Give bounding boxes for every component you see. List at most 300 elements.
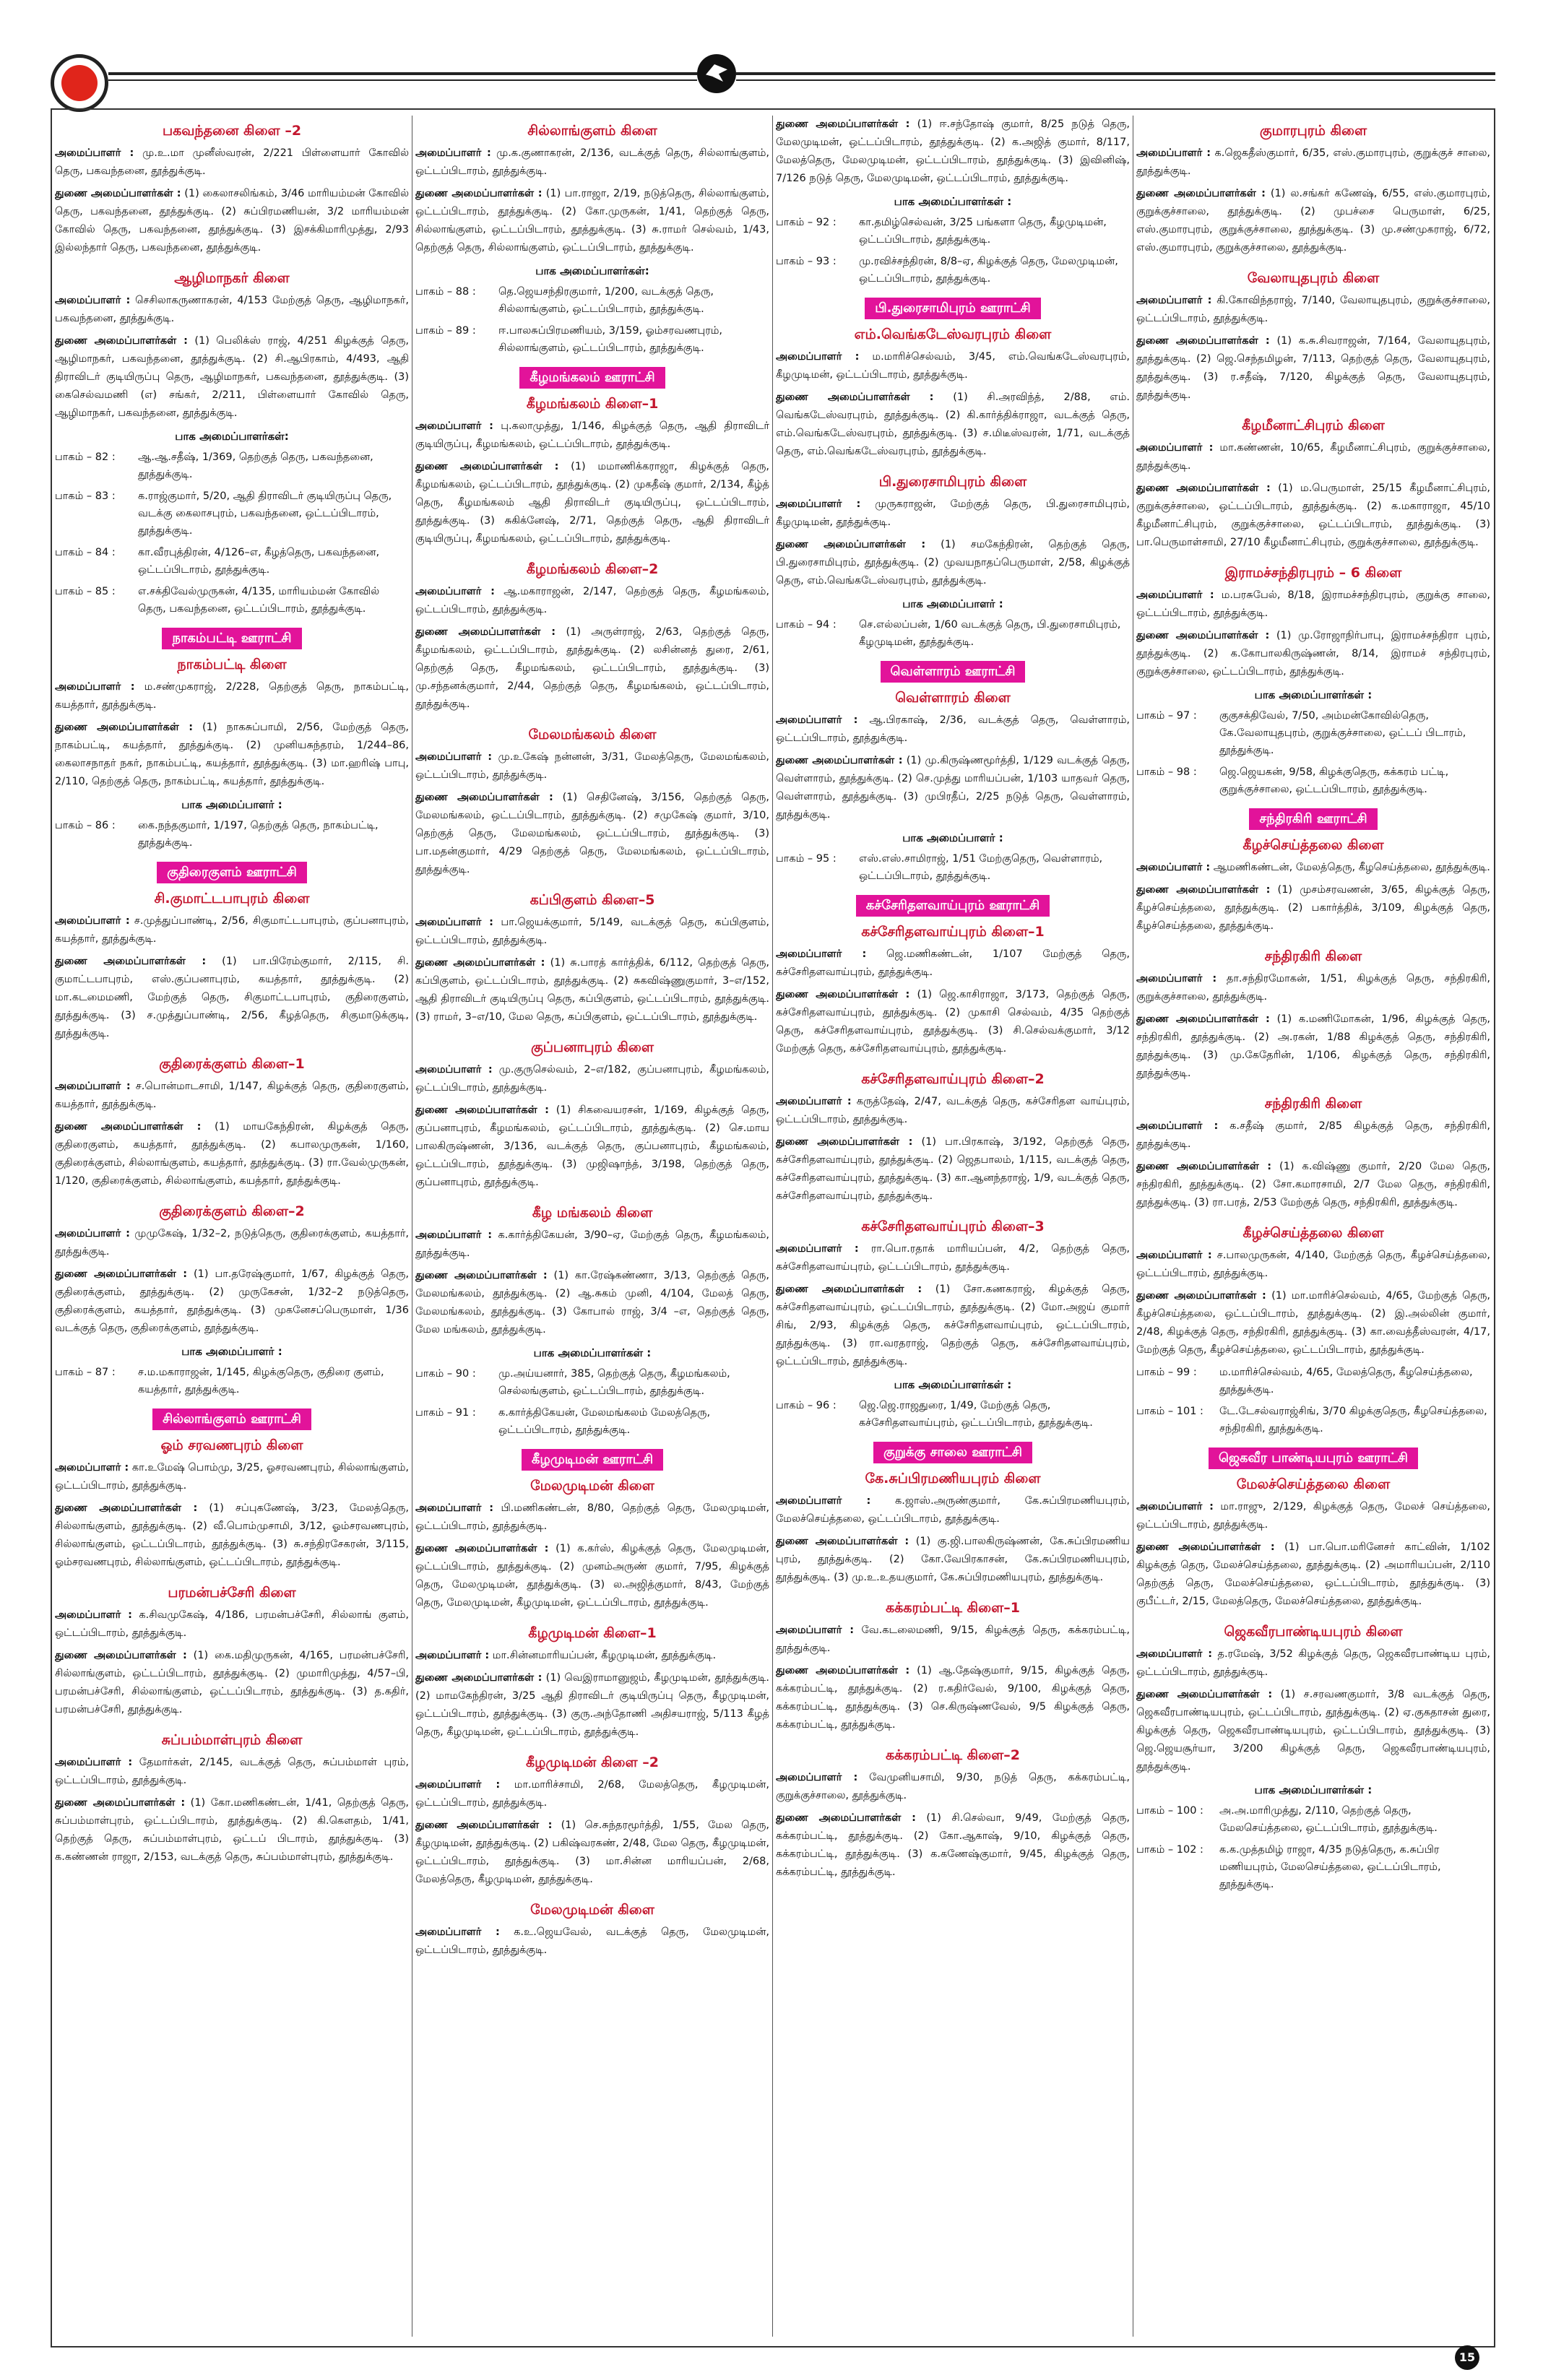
role-label: அமைப்பாளர் : [55,915,130,927]
branch-section [1136,945,1490,1083]
branch-section [415,120,769,357]
role-label: துணை அமைப்பாளர்கள் : [55,1268,188,1280]
member-details: (1) ஜெ.காசிராஜா, 3/173, தெற்குத் தெரு, கச்சேரிதளவாய்புரம், தூத்துக்குடி. (2) முகாசி செல்வம், 4/35 தெற்குத் தெரு, கச்சேரிதளவாய்புரம், தூத்துக்குடி. (3) சி.செல்வக்குமார், 3/12 மேற்குத் தெரு, கச்சேரிதளவாய்புரம், தூத்துக்குடி. [776,989,1130,1055]
branch-heading: பகவந்தனை கிளை –2 [162,123,302,139]
role-label: அமைப்பாளர் : [776,1495,871,1507]
member-details: மு.உ.மா முனீஸ்வரன், 2/221 பிள்ளையார் கோவில் தெரு, பகவந்தனை, தூத்துக்குடி. [55,147,409,177]
header-rule-right-2 [736,79,1495,81]
branch-section [1136,808,1490,935]
branch-section [1136,120,1490,257]
booth-number: பாகம் – 101 : [1136,1406,1203,1417]
member-details: (1) மு.ரோஜாநிர்பாபு, இராமச்சந்திரா புரம், தூத்துக்குடி. (2) க.கோபாலகிருஷ்ணன், 8/14, இராமச் சந்திரபுரம், குறுக்குச்சாலை, ஒட்டப்பிடாரம், தூத்துக்குடி. [1136,630,1490,678]
booth-number: பாகம் – 87 : [55,1367,116,1378]
booth-number: பாகம் – 92 : [776,217,837,228]
member-details: மு.குருசெல்வம், 2–எ/182, குப்பனாபுரம், கீழமங்கலம், ஒட்டப்பிடாரம், தூத்துக்குடி. [415,1064,769,1094]
member-paragraph [415,1669,769,1741]
booth-number: பாகம் – 96 : [776,1400,837,1411]
branch-section [1136,562,1490,798]
member-details: பு.கலாமுத்து, 1/146, கிழக்குத் தெரு, ஆதி திராவிடர் குடியிருப்பு, கீழமங்கலம், ஒட்டப்பிடாரம், தூத்துக்குடி. [415,420,769,450]
member-details: (1) சு.பாரத் கார்த்திக், 6/112, தெற்குத் தெரு, கப்பிகுளம், ஒட்டப்பிடாரம், தூத்துக்குடி. (2) சுகவிஷ்ணுகுமார், 3–எ/152, ஆதி திராவிடர் குடியிருப்பு தெரு, கப்பிகுளம், ஒட்டப்பிடாரம், தூத்துக்குடி. (3) ராமர், 3–எ/10, மேல தெரு, கப்பிகுளம், ஒட்டப்பிடாரம், தூத்துக்குடி. [415,957,769,1023]
member-paragraph [55,1265,409,1338]
member-details: ஆ.மகாராஜன், 2/147, தெற்குத் தெரு, கீழமங்கலம், ஒட்டப்பிடாரம், தூத்துக்குடி. [415,586,769,615]
member-details: (1) சப்புகணேஷ், 3/23, மேலத்தெரு, சில்லாங்குளம், தூத்துக்குடி. (2) வீ.பொம்முசாமி, 3/12, ஓம்சரவணபுரம், சில்லாங்குளம், ஒட்டப்பிடாரம், தூத்துக்குடி. (3) சு.சந்திரசேகரன், 3/115, ஓம்சரவணபுரம், சில்லாங்குளம், ஒட்டப்பிடாரம், தூத்துக்குடி. [55,1502,409,1568]
branch-heading: கச்சேரிதளவாய்புரம் கிளை–1 [861,924,1045,940]
booth-row [1136,1364,1490,1398]
role-label: அமைப்பாளர் : [55,147,134,159]
branch-heading: கச்சேரிதளவாய்புரம் கிளை–2 [861,1071,1045,1087]
booth-number: பாகம் – 82 : [55,451,116,463]
booth-row [1136,1802,1490,1837]
branch-heading: சந்திரகிரி கிளை [1264,948,1362,964]
booth-row [776,253,1130,287]
member-details: ஆமணிகண்டன், மேலத்தெரு, கீழசெய்த்தலை, தூத்துக்குடி. [1210,862,1490,873]
panchayat-banner: ஜெகவீர பாண்டியபுரம் ஊராட்சி [1209,1448,1418,1469]
member-paragraph [776,389,1130,461]
member-details: கா.உமேஷ் பொம்மு, 3/25, ஓசரவணபுரம், சில்லாங்குளம், ஒட்டப்பிடாரம், தூத்துக்குடி. [55,1462,409,1492]
member-paragraph [415,954,769,1026]
member-paragraph [55,1118,409,1190]
column-divider [772,116,773,2337]
booth-row [55,1364,409,1398]
member-details: (1) சோ.கணகராஜ், கிழக்குத் தெரு, கச்சேரிதளவாய்புரம், ஒட்டப்பிடாரம், தூத்துக்குடி. (2) மோ.அஜய் குமார் சிங், 2/93, கிழக்குத் தெரு, கச்சேரிதளவாய்புரம், ஒட்டப்பிடாரம், தூத்துக்குடி. (3) ரா.வரதராஜ், தெற்குத் தெரு, கச்சேரிதளவாய்புரம், ஒட்டப்பிடாரம், தூத்துக்குடி. [776,1284,1130,1367]
branch-heading: பரமன்பச்சேரி கிளை [168,1585,296,1601]
member-paragraph [415,1267,769,1339]
role-label: அமைப்பாளர் : [776,714,858,726]
role-label: அமைப்பாளர் : [776,1096,852,1107]
booth-row [415,322,769,357]
booth-number: பாகம் – 100 : [1136,1805,1203,1817]
booth-number: பாகம் – 89 : [415,325,476,337]
booth-member: கா.வீரபுத்திரன், 4/126–எ, கீழத்தெரு, பகவந்தனை, ஒட்டப்பிடாரம், தூத்துக்குடி. [138,547,380,576]
member-paragraph [415,623,769,714]
booth-member: எ.சக்திவேல்முருகன், 4/135, மாரியம்மன் கோவில் தெரு, பகவந்தனை, ஒட்டப்பிடாரம், தூத்துக்குடி. [138,586,380,615]
booth-row [55,817,409,852]
booth-member: க.க.முத்தமிழ் ராஜா, 4/35 நடுத்தெரு, க.சுப்பிர மணியபுரம், மேலசெய்த்தலை, ஒட்டப்பிடாரம், தூத்துக்குடி. [1219,1844,1441,1890]
branch-heading: கக்கரம்பட்டி கிளை–1 [886,1600,1020,1616]
branch-section [55,120,409,257]
member-paragraph [776,1769,1130,1805]
member-details: (1) பா.ராஜா, 2/19, நடுத்தெரு, சில்லாங்குளம், ஒட்டப்பிடாரம், தூத்துக்குடி. (2) கோ.முருகன், 1/41, தெற்குத் தெரு, சில்லாங்குளம், ஒட்டப்பிடாரம், தூத்துக்குடி. (3) சு.ராமர் செல்வம், 1/43, தெற்குத் தெரு, சில்லாங்குளம், ஒட்டப்பிடாரம், தூத்துக்குடி. [415,188,769,254]
member-details: (1) சி.செல்வா, 9/49, மேற்குத் தெரு, கக்கரம்பட்டி, தூத்துக்குடி. (2) கோ.ஆகாஷ், 9/10, கிழக்குத் தெரு, கக்கரம்பட்டி, தூத்துக்குடி. (3) க.கணேஷ்குமார், 9/45, கிழக்குத் தெரு, கக்கரம்பட்டி, தூத்துக்குடி. [776,1812,1130,1878]
role-label: அமைப்பாளர் : [55,681,135,693]
booth-number: பாகம் – 99 : [1136,1367,1197,1378]
page-number: 15 [1455,2345,1479,2370]
member-details: (1) க.கர்ஸ், கிழக்குத் தெரு, மேலமுடிமன், ஒட்டப்பிடாரம், தூத்துக்குடி. (2) முனம்அருண் குமார், 7/95, கிழக்குத் தெரு, மேலமுடிமன், தூத்துக்குடி. (3) ல.அஜித்குமார், 8/43, மேற்குத் தெரு, மேலமுடிமன், கீழமுடிமன், ஒட்டப்பிடாரம், தூத்துக்குடி. [415,1543,769,1609]
member-paragraph [55,1500,409,1572]
role-label: துணை அமைப்பாளர்கள் : [776,391,934,403]
member-details: ச.பாலமுருகன், 4/140, மேற்குத் தெரு, கீழச்செய்த்தலை, ஒட்டப்பிடாரம், தூத்துக்குடி. [1136,1250,1490,1279]
booth-member: மு.ரவிச்சந்திரன், 8/8–ஏ, கிழக்குத் தெரு, மேலமுடிமன், ஒட்டப்பிடாரம், தூத்துக்குடி. [859,256,1118,285]
role-label: துணை அமைப்பாளர்கள் : [55,722,194,733]
member-details: ம.பரசுபேல், 8/18, இராமச்சந்திரபுரம், குறுக்கு சாலை, ஒட்டப்பிடாரம், தூத்துக்குடி. [1136,589,1490,619]
booth-number: பாகம் – 84 : [55,547,116,558]
booth-member: க.ராஜ்குமார், 5/20, ஆதி திராவிடர் குடியிருப்பு தெரு, வடக்கு கைலாசபுரம், பகவந்தனை, ஒட்டப்பிடாரம், தூத்துக்குடி. [138,490,392,537]
booth-row [776,616,1130,651]
member-details: வே.கடலைமணி, 9/15, கிழக்குத் தெரு, கக்கரம்பட்டி, தூத்துக்குடி. [776,1624,1130,1654]
branch-heading: மேலமுடிமன் கிளை [530,1902,654,1918]
branch-heading: கப்பிகுளம் கிளை–5 [530,892,655,908]
panchayat-banner: கச்சேரிதளவாய்புரம் ஊராட்சி [856,895,1050,917]
booth-number: பாகம் – 88 : [415,286,476,298]
member-paragraph [55,1647,409,1719]
member-paragraph [1136,1117,1490,1154]
member-paragraph [415,144,769,181]
role-label: துணை அமைப்பாளர்கள் : [55,188,181,199]
branch-section [415,1202,769,1439]
branch-heading: கீழமுடிமன் கிளை–1 [528,1625,657,1641]
booth-member: ஜெ.ஜெயகன், 9/58, கிழக்குதெரு, கக்கரம் பட்டி, குறுக்குச்சாலை, ஒட்டப்பிடாரம், தூத்துக்குடி. [1219,766,1449,795]
member-details: கி.கோவிந்தராஜ், 7/140, வேலாயுதபுரம், குறுக்குச்சாலை, ஒட்டப்பிடாரம், தூத்துக்குடி. [1136,295,1490,324]
booth-subheading: பாக அமைப்பாளர்கள் : [533,1346,652,1359]
member-details: (1) கை.மதிமுருகன், 4/165, பரமன்பச்சேரி, சில்லாங்குளம், ஒட்டப்பிடாரம், தூத்துக்குடி. (2) முமாரிமுத்து, 4/57–பி, பரமன்பச்சேரி, சில்லாங்குளம், ஒட்டப்பிடாரம், தூத்துக்குடி. (3) த.கதிர், பரமன்பச்சேரி, தூத்துக்குடி. [55,1650,409,1715]
column-4 [1136,116,1490,2337]
member-paragraph [1136,1158,1490,1212]
role-label: துணை அமைப்பாளர்கள் : [776,1665,910,1676]
branch-heading: சி.குமாட்டபாபுரம் கிளை [154,891,310,906]
branch-heading: எம்.வெங்கடேஸ்வரபுரம் கிளை [854,326,1052,342]
member-paragraph [55,1794,409,1866]
booth-number: பாகம் – 98 : [1136,766,1197,778]
booth-subheading: பாக அமைப்பாளர் : [181,1345,282,1358]
member-paragraph [415,789,769,879]
member-paragraph [415,748,769,784]
panchayat-banner: பி.துரைசாமிபுரம் ஊராட்சி [865,298,1041,319]
branch-heading: கீழமுடிமன் கிளை –2 [525,1754,660,1770]
member-paragraph [55,1078,409,1114]
column-2 [415,116,769,2337]
member-details: ச.முத்துப்பாண்டி, 2/56, சிகுமாட்டபாபுரம், குப்பனாபுரம், கயத்தார், தூத்துக்குடி. [55,915,409,945]
booth-number: பாகம் – 90 : [415,1368,476,1380]
booth-number: பாகம் – 83 : [55,490,116,502]
booth-number: பாகம் – 85 : [55,586,116,597]
role-label: துணை அமைப்பாளர்கள் : [415,461,559,472]
role-label: துணை அமைப்பாளர்கள் : [1136,188,1266,199]
member-details: மா.ராஜு, 2/129, கிழக்குத் தெரு, மேலச் செய்த்தலை, ஒட்டப்பிடாரம், தூத்துக்குடி. [1136,1501,1490,1531]
branch-section [415,1899,769,1960]
role-label: அமைப்பாளர் : [55,1609,132,1621]
member-details: (1) சமகேந்திரன், தெற்குத் தெரு, பி.துரைசாமிபுரம், தூத்துக்குடி. (2) முவயநாதப்பெருமாள், 2/58, கிழக்குத் தெரு, எம்.வெங்கடேஸ்வரபுரம், தூத்துக்குடி. [776,539,1130,587]
booth-member: ஜெ.ஜெ.ராஜதுரை, 1/49, மேற்குத் தெரு, கச்சேரிதளவாய்புரம், ஒட்டப்பிடாரம், தூத்துக்குடி. [859,1400,1093,1429]
member-paragraph [1136,970,1490,1006]
branch-heading: கீழமங்கலம் கிளை–1 [526,396,659,412]
booth-member: தெ.ஜெயசந்திரகுமார், 1/200, வடக்குத் தெரு, சில்லாங்குளம், ஒட்டப்பிடாரம், தூத்துக்குடி. [498,286,714,315]
role-label: துணை அமைப்பாளர்கள் : [415,188,543,199]
role-label: அமைப்பாளர் : [415,420,493,432]
member-details: (1) பா.தரேஷ்குமார், 1/67, கிழக்குத் தெரு, குதிரைக்குளம், தூத்துக்குடி. (2) முருகேசன், 1/32–2 நடுத்தெரு, குதிரைக்குளம், கயத்தார், தூத்துக்குடி. (3) முகனேசப்பெருமாள், 1/36 வடக்குத் தெரு, குதிரைக்குளம், தூத்துக்குடி. [55,1268,409,1334]
branch-heading: மேலச்செய்த்தலை கிளை [1236,1476,1391,1492]
member-details: செசிலாகருணாகரன், 4/153 மேற்குத் தெரு, ஆழிமாநகர், பகவந்தனை, தூத்துக்குடி. [55,295,409,324]
branch-heading: கீழச்செய்த்தலை கிளை [1242,1225,1384,1241]
booth-member: ச.ம.மகாராஜன், 1/145, கிழக்குதெரு, குதிரை குளம், கயத்தார், தூத்துக்குடி. [138,1367,384,1395]
booth-number: பாகம் – 91 : [415,1407,476,1419]
member-paragraph [776,1281,1130,1371]
role-label: அமைப்பாளர் : [1136,862,1211,873]
panchayat-banner: சில்லாங்குளம் ஊராட்சி [152,1408,311,1430]
member-details: க.ஜாஸ்.அருண்குமார், கே.சுப்பிரமணியபுரம், மேலச்செய்த்தலை, ஒட்டப்பிடாரம், தூத்துக்குடி. [776,1495,1130,1525]
member-paragraph [776,1492,1130,1528]
booth-member: குகுசக்திவேல், 7/50, அம்மன்கோவில்தெரு, கே.வேலாயுதபுரம், குறுக்குச்சாலை, ஒட்டப் பிடாரம், தூத்துக்குடி. [1219,710,1466,756]
role-label: அமைப்பாளர் : [415,1926,500,1938]
member-details: மு.க.குணாகரன், 2/136, வடக்குத் தெரு, சில்லாங்குளம், ஒட்டப்பிடாரம், தூத்துக்குடி. [415,147,769,177]
branch-section [776,1442,1130,1587]
member-details: ஜெ.மணிகண்டன், 1/107 மேற்குத் தெரு, கச்சேரிதளவாய்புரம், தூத்துக்குடி. [776,948,1130,978]
branch-section [1136,1222,1490,1437]
booth-number: பாகம் – 93 : [776,256,837,267]
panchayat-banner: சந்திரகிரி ஊராட்சி [1249,808,1377,830]
branch-section [55,267,409,618]
header-rule-right [736,72,1495,75]
role-label: அமைப்பாளர் : [415,147,491,159]
member-paragraph [1136,1247,1490,1283]
branch-heading: கீழ மங்கலம் கிளை [532,1205,653,1221]
branch-heading: சில்லாங்குளம் கிளை [527,123,657,139]
member-details: (1) சி.அரவிந்த், 2/88, எம். வெங்கடேஸ்வரபுரம், தூத்துக்குடி. (2) கி.கார்த்திக்ராஜா, வடக்குத் தெரு, எம்.வெங்கடேஸ்வரபுரம், தூத்துக்குடி. (3) ச.மிடீஸ்வரன், 1/71, வடக்குத் தெரு, எம்.வெங்கடேஸ்வரபுரம், தூத்துக்குடி. [776,391,1130,457]
branch-heading: சுப்பம்மாள்புரம் கிளை [161,1732,303,1748]
booth-number: பாகம் – 95 : [776,853,837,865]
member-details: ம.மாரிச்செல்வம், 3/45, எம்.வெங்கடேஸ்வரபுரம், கீழமுடிமன், ஒட்டப்பிடாரம், தூத்துக்குடி. [776,351,1130,381]
branch-section [55,1582,409,1719]
booth-subheading: பாக அமைப்பாளர்கள் : [1254,1783,1373,1796]
booth-row [415,1404,769,1439]
member-paragraph [1136,144,1490,181]
booth-subheading: பாக அமைப்பாளர் : [902,597,1003,610]
role-label: துணை அமைப்பாளர்கள் : [776,118,910,130]
member-details: க.சிவமுகேஷ், 4/186, பரமன்பச்சேரி, சில்லாங் குளம், ஒட்டப்பிடாரம், தூத்துக்குடி. [55,1609,409,1639]
branch-heading: கச்சேரிதளவாய்புரம் கிளை–3 [861,1219,1045,1234]
member-paragraph [1136,1011,1490,1083]
member-details: (1) மமாணிக்கராஜா, கிழக்குத் தெரு, கீழமங்கலம், ஒட்டப்பிடாரம், தூத்துக்குடி. (2) முகதீஷ் குமார், 2/134, கீழ்த் தெரு, கீழமங்கலம் ஆதி திராவிடர் குடியிருப்பு, ஒட்டப்பிடாரம், தூத்துக்குடி. (3) சுகிக்னேஷ், 2/71, தெற்குத் தெரு, ஆதி திராவிடர் குடியிருப்பு, கீழமங்கலம், ஒட்டப்பிடாரம், தூத்துக்குடி. [415,461,769,545]
booth-member: டே.டேசல்வராஜ்சிங், 3/70 கிழக்குதெரு, கீழசெய்த்தலை, சந்திரகிரி, தூத்துக்குடி. [1219,1406,1487,1435]
member-details: (1) மா.மாரிச்செல்வம், 4/65, மேற்குத் தெரு, கீழச்செய்த்தலை, ஒட்டப்பிடாரம், தூத்துக்குடி. (2) இ.அல்லின் குமார், 2/48, கிழக்குத் தெரு, சந்திரகிரி, தூத்துக்குடி. (3) கா.வைத்தீஸ்வரன், 4/17, மேற்குத் தெரு, கீழச்செய்த்தலை, ஒட்டப்பிடாரம், தூத்துக்குடி. [1136,1290,1490,1356]
member-details: (1) பா.பொ.மரினேசர் காட்வின், 1/102 கிழக்குத் தெரு, மேலச்செய்த்தலை, தூத்துக்குடி. (2) அமாரியப்பன், 2/110 தெற்குத் தெரு, மேலச்செய்த்தலை, ஒட்டப்பிடாரம், தூத்துக்குடி. (3) குபீட்டர், 2/15, மேலத்தெரு, மேலச்செய்த்தலை, தூத்துக்குடி. [1136,1541,1490,1607]
member-details: (1) சிகவையரசன், 1/169, கிழக்குத் தெரு, குப்பனாபுரம், கீழமங்கலம், ஒட்டப்பிடாரம், தூத்துக்குடி. (2) செ.மாய பாலகிருஷ்ணன், 3/136, வடக்குத் தெரு, குப்பனாபுரம், கீழமங்கலம், ஒட்டப்பிடாரம், தூத்துக்குடி. (3) முஜிஷாந்த், 3/198, தெற்குத் தெரு, குப்பனாபுரம், தூத்துக்குடி. [415,1104,769,1188]
role-label: அமைப்பாளர் : [415,1064,493,1076]
member-details: (1) வெஇராமானுஜம், கீழமுடிமன், தூத்துக்குடி. (2) மாமகேந்திரன், 3/25 ஆதி திராவிடர் குடியிருப்பு தெரு, கீழமுடிமன், ஒட்டப்பிடாரம், தூத்துக்குடி. (3) குரு.அந்தோணி அதிசயராஜ், 5/113 கீழத் தெரு, கீழமுடிமன், ஒட்டப்பிடாரம், தூத்துக்குடி. [415,1672,769,1738]
role-label: துணை அமைப்பாளர்கள் : [415,1819,553,1831]
branch-heading: கக்கரம்பட்டி கிளை–2 [886,1747,1020,1763]
role-label: துணை அமைப்பாளர்கள் : [776,1284,922,1295]
member-details: ரா.பொ.ரதாக் மாரியப்பன், 4/2, தெற்குத் தெரு, கச்சேரிதளவாய்புரம், ஒட்டப்பிடாரம், தூத்துக்குடி. [776,1243,1130,1273]
role-label: அமைப்பாளர் : [1136,1648,1213,1660]
role-label: அமைப்பாளர் : [55,1462,129,1474]
booth-row [1136,1403,1490,1437]
booth-number: பாகம் – 102 : [1136,1844,1203,1856]
role-label: அமைப்பாளர் : [55,295,131,306]
branch-section [776,895,1130,1058]
header-rule-left-2 [108,79,697,81]
role-label: துணை அமைப்பாளர்கள் : [776,1136,913,1148]
panchayat-banner: குறுக்கு சாலை ஊராட்சி [873,1442,1032,1463]
member-details: மு.உகேஷ் நன்னன், 3/31, மேலத்தெரு, மேலமங்கலம், ஒட்டப்பிடாரம், தூத்துக்குடி. [415,751,769,781]
booth-member: க.கார்த்திகேயன், மேலமங்கலம் மேலத்தெரு, ஒட்டப்பிடாரம், தூத்துக்குடி. [498,1407,711,1436]
booth-member: ம.மாரிச்செல்வம், 4/65, மேலத்தெரு, கீழசெய்த்தலை, தூத்துக்குடி. [1219,1367,1473,1395]
member-paragraph [1136,1498,1490,1534]
branch-section [415,1622,769,1741]
member-paragraph [776,1093,1130,1129]
member-details: (1) பா.பிரகாஷ், 3/192, தெற்குத் தெரு, கச்சேரிதளவாய்புரம், தூத்துக்குடி. (2) ஜெதபாலம், 1/115, வடக்குத் தெரு, கச்சேரிதளவாய்புரம், தூத்துக்குடி. (3) கா.ஆனந்தராஜ், 1/9, வடக்குத் தெரு, கச்சேரிதளவாய்புரம், தூத்துக்குடி. [776,1136,1130,1202]
booth-row [55,449,409,483]
member-paragraph [1136,480,1490,552]
role-label: அமைப்பாளர் : [55,1757,133,1768]
role-label: அமைப்பாளர் : [1136,1501,1214,1513]
member-paragraph [1136,292,1490,328]
branch-section [55,1053,409,1190]
booth-row [776,214,1130,248]
branch-section [776,1068,1130,1206]
booth-subheading: பாக அமைப்பாளர்கள்: [535,264,649,277]
member-paragraph [1136,587,1490,623]
member-details: (1) க.மணிமோகன், 1/96, கிழக்குத் தெரு, சந்திரகிரி, தூத்துக்குடி. (2) அ.ரகன், 1/88 கிழக்குத் தெரு, சந்திரகிரி, தூத்துக்குடி. (3) மு.கேதேரின், 1/106, கிழக்குத் தெரு, சந்திரகிரி, தூத்துக்குடி. [1136,1013,1490,1079]
role-label: அமைப்பாளர் : [55,1228,130,1239]
role-label: துணை அமைப்பாளர்கள் : [1136,1161,1272,1172]
booth-subheading: பாக அமைப்பாளர் : [902,831,1003,844]
booth-member: கா.தமிழ்செல்வன், 3/25 பங்களா தெரு, கீழமுடிமன், ஒட்டப்பிடாரம், தூத்துக்குடி. [859,217,1107,246]
branch-heading: நாகம்பட்டி கிளை [177,657,287,672]
member-paragraph [415,914,769,950]
member-details: க.கார்த்திகேயன், 3/90–ஏ, மேற்குத் தெரு, கீழமங்கலம், தூத்துக்குடி. [415,1229,769,1259]
member-paragraph [1136,859,1490,877]
role-label: அமைப்பாளர் : [415,1779,501,1791]
branch-section [776,1597,1130,1734]
branch-section [415,1752,769,1889]
booth-row [415,283,769,318]
branch-section [415,724,769,879]
booth-subheading: பாக அமைப்பாளர் : [181,798,282,811]
member-paragraph [776,1533,1130,1587]
page-header [0,0,1543,108]
role-label: துணை அமைப்பாளர்கள் : [55,335,188,347]
branch-heading: சந்திரகிரி கிளை [1264,1096,1362,1112]
member-details: (1) க.சு.சிவராஜன், 7/164, வேலாயுதபுரம், தூத்துக்குடி. (2) ஜெ.செந்தமிழன், 7/113, தெற்குத் தெரு, வேலாயுதபுரம், தூத்துக்குடி. (3) ர.சதீஷ், 7/120, கிழக்குத் தெரு, வேலாயுதபுரம், தூத்துக்குடி. [1136,335,1490,401]
member-paragraph [415,417,769,454]
role-label: அமைப்பாளர் : [776,351,860,363]
branch-section [415,889,769,1026]
member-details: (1) க.விஷ்ணு குமார், 2/20 மேல தெரு, சந்திரகிரி, தூத்துக்குடி. (2) சோ.கமாரசாமி, 2/7 மேல தெரு, சந்திரகிரி, தூத்துக்குடி. (3) ரா.பரத், 2/53 மேற்குத் தெரு, சந்திரகிரி, தூத்துக்குடி. [1136,1161,1490,1208]
role-label: அமைப்பாளர் : [415,751,493,763]
booth-row [55,583,409,618]
member-paragraph [1136,1539,1490,1611]
booth-subheading: பாக அமைப்பாளர்கள் : [1254,688,1373,701]
role-label: அமைப்பாளர் : [55,1081,131,1092]
booth-row [1136,707,1490,759]
role-label: துணை அமைப்பாளர்கள் : [415,1270,548,1281]
branch-section [776,116,1130,287]
role-label: துணை அமைப்பாளர்கள் : [415,1104,549,1116]
member-details: (1) கோ.மணிகண்டன், 1/41, தெற்குத் தெரு, சுப்பம்மாள்புரம், ஒட்டப்பிடாரம், தூத்துக்குடி. (2) கி.கௌதம், 1/41, தெற்குத் தெரு, சுப்பம்மாள்புரம், ஒட்டப் பிடாரம், தூத்துக்குடி. (3) க.கண்ணன் ராஜா, 2/153, வடக்குத் தெரு, சுப்பம்மாள்புரம், தூத்துக்குடி. [55,1797,409,1863]
booth-row [1136,1841,1490,1893]
panchayat-banner: நாகம்பட்டி ஊராட்சி [162,628,301,649]
member-details: தேமார்கள், 2/145, வடக்குத் தெரு, சுப்பம்மாள் புரம், ஒட்டப்பிடாரம், தூத்துக்குடி. [55,1757,409,1786]
member-paragraph [415,1061,769,1097]
booth-member: கை.நந்தகுமார், 1/197, தெற்குத் தெரு, நாகம்பட்டி, தூத்துக்குடி. [138,820,379,849]
branch-heading: குதிரைக்குளம் கிளை–1 [159,1056,305,1072]
role-label: அமைப்பாளர் : [776,498,861,510]
member-paragraph [1136,1645,1490,1682]
booth-member: அ.அ.மாரிமுத்து, 2/110, தெற்குத் தெரு, மேலசெய்த்தலை, ஒட்டப்பிடாரம், தூத்துக்குடி. [1219,1805,1438,1834]
booth-subheading: பாக அமைப்பாளர்கள் : [894,1378,1012,1391]
role-label: துணை அமைப்பாளர்கள் : [1136,1689,1273,1700]
role-label: துணை அமைப்பாளர்கள் : [776,1536,909,1547]
role-label: துணை அமைப்பாளர்கள் : [415,957,545,969]
member-paragraph [415,1226,769,1263]
branch-heading: குதிரைக்குளம் கிளை–2 [159,1203,305,1219]
role-label: துணை அமைப்பாளர்கள் : [55,1650,187,1661]
member-paragraph [1136,627,1490,681]
member-paragraph [55,1225,409,1261]
role-label: துணை அமைப்பாளர்கள் : [55,1121,202,1133]
panchayat-banner: கீழமங்கலம் ஊராட்சி [519,367,665,389]
role-label: துணை அமைப்பாளர்கள் : [1136,884,1271,896]
member-details: மா.சின்னமாரியப்பன், கீழமுடிமன், தூத்துக்குடி. [489,1650,717,1661]
branch-heading: ஜெகவீரபாண்டியபுரம் கிளை [1224,1624,1403,1640]
member-details: (1) பா.பிரேம்குமார், 2/115, சி. குமாட்டபாபுரம், எஸ்.குப்பனாபுரம், கயத்தார், தூத்துக்குடி. (2) மா.கடமைமணி, மேற்குத் தெரு, சிகுமாட்டபாபுரம், குதிரைகுளம், தூத்துக்குடி. (3) ச.முத்துப்பாண்டி, 2/56, கீழத்தெரு, சிகுமாடுக்குடி, தூத்துக்குடி. [55,956,409,1039]
member-details: (1) ஆ.தேஷ்குமார், 9/15, கிழக்குத் தெரு, கக்கரம்பட்டி, தூத்துக்குடி. (2) ர.கதிர்வேல், 9/100, கிழக்குத் தெரு, கக்கரம்பட்டி, தூத்துக்குடி. (3) செ.கிருஷ்ணவேல், 9/5 கிழக்குத் தெரு, கக்கரம்பட்டி, தூத்துக்குடி. [776,1665,1130,1731]
branch-section [55,1200,409,1398]
branch-section [1136,1621,1490,1893]
booth-subheading: பாக அமைப்பாளர்கள்: [175,430,289,443]
role-label: அமைப்பாளர் : [1136,1120,1219,1132]
branch-section [776,661,1130,885]
member-paragraph [1136,439,1490,475]
booth-number: பாகம் – 97 : [1136,710,1197,722]
member-details: (1) கைலாசலிங்கம், 3/46 மாரியம்மன் கோவில் தெரு, பகவந்தனை, தூத்துக்குடி. (2) சுப்பிரமணியன், 3/2 மாரியம்மன் கோவில் தெரு, பகவந்தனை, தூத்துக்குடி. (3) இசக்கிமாரிமுத்து, 2/93 இல்லந்தார் தெரு, பகவந்தனை, தூத்துக்குடி. [55,188,409,254]
role-label: துணை அமைப்பாளர்கள் : [415,626,556,638]
branch-heading: கீழச்செய்த்தலை கிளை [1242,837,1384,853]
member-paragraph [55,1754,409,1790]
booth-row [1136,763,1490,798]
member-paragraph [1136,185,1490,257]
member-details: (1) முசம்சரவணன், 3/65, கிழக்குத் தெரு, கீழச்செய்த்தலை, தூத்துக்குடி. (2) பகார்த்திக், 3/109, கிழக்குத் தெரு, கீழச்செய்த்தலை, தூத்துக்குடி. [1136,884,1490,932]
member-details: த.ரமேஷ், 3/52 கிழக்குத் தெரு, ஜெகவீரபாண்டிய புரம், ஒட்டப்பிடாரம், தூத்துக்குடி. [1136,1648,1490,1678]
role-label: துணை அமைப்பாளர்கள் : [55,1797,186,1809]
branch-section [1136,415,1490,552]
member-paragraph [776,1809,1130,1882]
bird-logo-icon [697,54,736,93]
member-paragraph [776,1622,1130,1658]
booth-row [55,488,409,540]
branch-heading: பி.துரைசாமிபுரம் கிளை [878,474,1027,490]
member-details: (1) ல.சங்கர் கணேஷ், 6/55, எஸ்.குமாரபுரம், குறுக்குச்சாலை, தூத்துக்குடி. (2) முபச்சை பெருமாள், 6/25, எஸ்.குமாரபுரம், குறுக்குச்சாலை, தூத்துக்குடி. (3) மு.சண்முகராஜ், 6/72, எஸ்.குமாரபுரம், குறுக்குச்சாலை, தூத்துக்குடி. [1136,188,1490,254]
member-details: க.ஜெகதீஸ்குமார், 6/35, எஸ்.குமாரபுரம், குறுக்குச் சாலை, தூத்துக்குடி. [1136,147,1490,177]
member-details: வேமுனியசாமி, 9/30, நடுத் தெரு, கக்கரம்பட்டி, குறுக்குச்சாலை, தூத்துக்குடி. [776,1772,1130,1801]
booth-member: மு.அய்யனார், 385, தெற்குத் தெரு, கீழமங்கலம், செல்லங்குளம், ஒட்டப்பிடாரம், தூத்துக்குடி. [498,1368,730,1397]
booth-row [776,1397,1130,1432]
member-paragraph [776,536,1130,590]
branch-section [415,1037,769,1192]
role-label: அமைப்பாளர் : [776,1772,858,1783]
column-1 [55,116,409,2337]
branch-section [415,1449,769,1612]
member-paragraph [776,496,1130,532]
member-details: ம.சண்முகராஜ், 2/228, தெற்குத் தெரு, நாகம்பட்டி, கயத்தார், தூத்துக்குடி. [55,681,409,711]
booth-subheading: பாக அமைப்பாளர்கள் : [894,195,1012,208]
role-label: துணை அமைப்பாளர்கள் : [776,1812,916,1824]
member-details: (1) செ.சுந்தரமூர்த்தி, 1/55, மேல தெரு, கீழமுடிமன், தூத்துக்குடி. (2) பகிஷ்வரகண், 2/48, மேல தெரு, கீழமுடிமன், ஒட்டப்பிடாரம், தூத்துக்குடி. (3) மா.சின்ன மாரியப்பன், 2/68, மேலத்தெரு, கீழமுடிமன், தூத்துக்குடி. [415,1819,769,1885]
branch-heading: ஆழிமாநகர் கிளை [174,270,290,286]
role-label: துணை அமைப்பாளர்கள் : [1136,335,1270,347]
booth-row [776,850,1130,885]
member-details: ஆ.பிரகாஷ், 2/36, வடக்குத் தெரு, வெள்ளாரம், ஒட்டப்பிடாரம், தூத்துக்குடி. [776,714,1130,744]
member-details: முமுகேஷ், 1/32–2, நடுத்தெரு, குதிரைக்குளம், கயத்தார், தூத்துக்குடி. [55,1228,409,1258]
member-paragraph [1136,1287,1490,1359]
booth-member: ஈ.பாலசுப்பிரமணியம், 3/159, ஓம்சரவணபுரம், சில்லாங்குளம், ஒட்டப்பிடாரம், தூத்துக்குடி. [498,325,722,354]
member-paragraph [776,116,1130,188]
member-paragraph [776,1240,1130,1276]
branch-section [1136,267,1490,404]
role-label: துணை அமைப்பாளர்கள் : [776,755,903,766]
role-label: துணை அமைப்பாளர்கள் : [55,956,207,967]
member-details: (1) நாகசுப்பாமி, 2/56, மேற்குத் தெரு, நாகம்பட்டி, கயத்தார், தூத்துக்குடி. (2) முனியசுந்தரம், 1/244–86, கைலாசநாதர் நகர், நாகம்பட்டி, கயத்தார், தூத்துக்குடி. (3) மா.ஹரிஷ் பாபு, 2/110, தெற்குத் தெரு, நாகம்பட்டி, கயத்தார், தூத்துக்குடி. [55,722,409,787]
